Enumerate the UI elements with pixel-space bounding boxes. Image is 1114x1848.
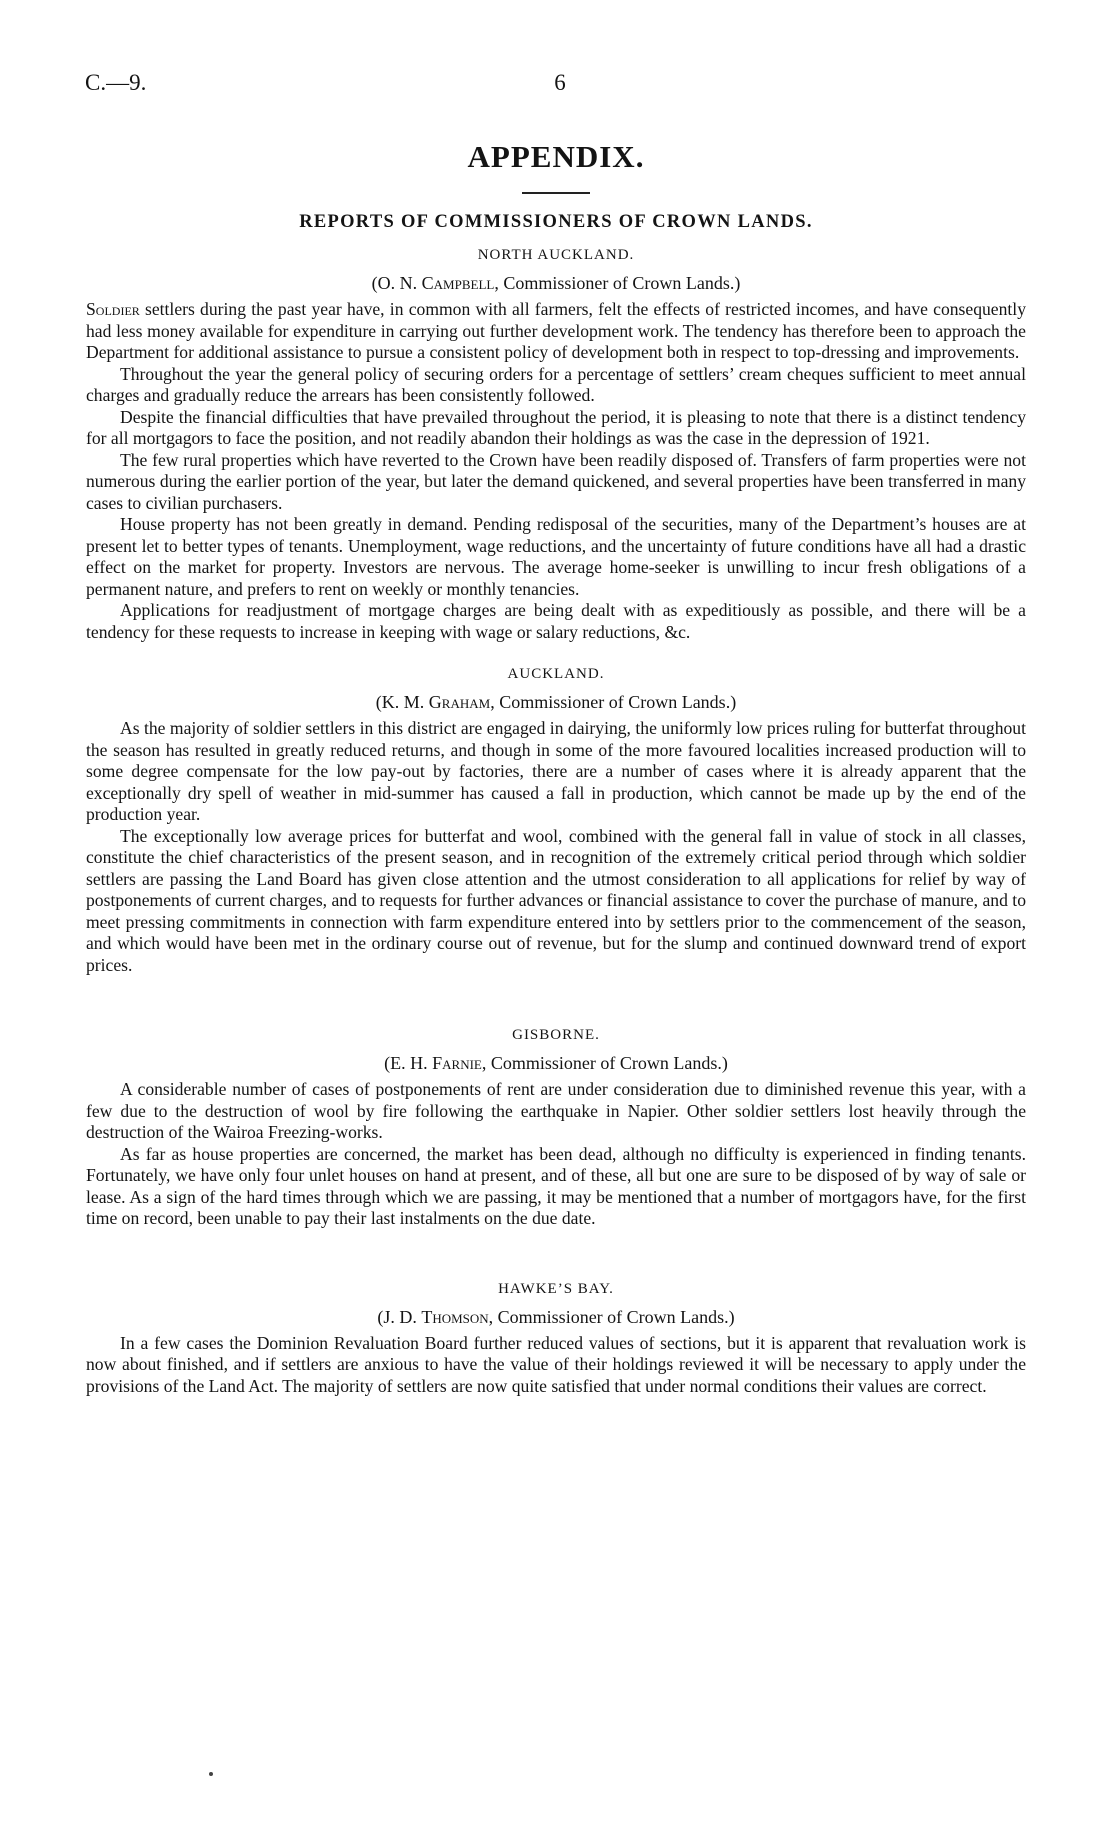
page-content bbox=[86, 136, 1026, 1397]
paragraph bbox=[86, 299, 1026, 364]
stray-mark bbox=[209, 1772, 213, 1776]
section-north-auckland bbox=[86, 244, 1026, 643]
paragraph: Throughout the year the general policy of securing orders for a percentage of settlers’ cream cheques sufficient to meet annual charges and gradually reduce the arrears has been consistently followed. bbox=[86, 363, 1026, 405]
section-heading: NORTH AUCKLAND. bbox=[477, 247, 635, 263]
commissioner-name: Thomson bbox=[421, 1306, 489, 1327]
section-hawkes-bay bbox=[86, 1278, 1026, 1398]
section-auckland bbox=[86, 663, 1026, 976]
document-code: C.—9. bbox=[85, 70, 147, 95]
paragraph: As the majority of soldier settlers in this district are engaged in dairying, the uniformly low prices ruling for butterfat throughout the season has resulted in greatly reduced returns, and though in some of the more favoured localities increased production will to some degree compensate for the low pay-out by factories, there are a number of cases where it is already apparent that the exceptionally dry spell of weather in mid-summer has caused a fall in production, which cannot be made up by the end of the production year. bbox=[86, 718, 1026, 824]
commissioner-name: Campbell bbox=[421, 273, 495, 293]
page-subtitle: REPORTS OF COMMISSIONERS OF CROWN LANDS. bbox=[299, 212, 813, 232]
page-number: 6 bbox=[554, 70, 566, 95]
paragraph: The few rural properties which have reverted to the Crown have been readily disposed of. Transfers of farm properties were not numerous during the earlier portion of the year, but later the demand quickened, and several properties have been transferred in many cases to civilian purchasers. bbox=[86, 449, 1026, 513]
section-heading: GISBORNE. bbox=[512, 1027, 600, 1043]
paragraph: House property has not been greatly in demand. Pending redisposal of the securities, many of the Department’s houses are at present let to better types of tenants. Unemployment, wage reductions, and the uncertainty of future conditions have all had a drastic effect on the market for property. Investors are nervous. The average home-seeker is unwilling to incur fresh obligations of a permanent nature, and prefers to rent on weekly or monthly tenancies. bbox=[86, 514, 1026, 599]
paragraph: Applications for readjustment of mortgage charges are being dealt with as expeditiously as possible, and there will be a tendency for these requests to increase in keeping with wage or salary reductions, &c. bbox=[86, 600, 1026, 642]
byline-prefix: (K. M. bbox=[375, 692, 429, 712]
paragraph: As far as house properties are concerned, the market has been dead, although no difficulty is experienced in finding tenants. Fortunately, we have only four unlet houses on hand at present, and of these, all but one are sure to be disposed of by way of sale or lease. As a sign of the hard times through which we are passing, it may be mentioned that a number of mortgagors have, for the first time on record, been unable to pay their last instalments on the due date. bbox=[86, 1143, 1026, 1228]
section-byline bbox=[86, 689, 1026, 715]
section-gap bbox=[86, 976, 1026, 1024]
byline-prefix: (O. N. bbox=[371, 273, 422, 293]
opening-word: Soldier bbox=[86, 299, 140, 319]
byline-suffix: , Commissioner of Crown Lands.) bbox=[481, 1053, 728, 1073]
section-byline bbox=[86, 1050, 1026, 1076]
section-heading: HAWKE’S BAY. bbox=[498, 1280, 614, 1297]
commissioner-name: Farnie bbox=[432, 1053, 482, 1073]
byline-prefix: (J. D. bbox=[377, 1306, 422, 1327]
byline-prefix: (E. H. bbox=[384, 1053, 433, 1073]
section-byline bbox=[86, 270, 1026, 296]
byline-suffix: , Commissioner of Crown Lands.) bbox=[488, 1306, 735, 1327]
section-gisborne bbox=[86, 1024, 1026, 1230]
paragraph: A considerable number of cases of postponements of rent are under consideration due to diminished revenue this year, with a few due to the destruction of wool by fire following the earthquake in Napier. Other soldier settlers lost heavily through the destruction of the Wairoa Freezing-works. bbox=[86, 1079, 1026, 1142]
section-gap bbox=[86, 643, 1026, 663]
title-rule bbox=[522, 192, 590, 194]
commissioner-name: Graham bbox=[428, 692, 491, 712]
section-byline bbox=[86, 1304, 1026, 1330]
paragraph: Despite the financial difficulties that have prevailed throughout the period, it is pleasing to note that there is a distinct tendency for all mortgagors to face the position, and not readily abandon their holdings as was the case in the depression of 1921. bbox=[86, 406, 1026, 448]
section-gap bbox=[86, 1230, 1026, 1278]
paragraph-text: settlers during the past year have, in common with all farmers, felt the effects of restricted incomes, and have consequently had less money available for expenditure in carrying out further development work. The tendency has therefore been to approach the Department for additional assistance to pursue a consistent policy of development both in respect to top-dressing and improvements. bbox=[86, 299, 1026, 362]
page-title: APPENDIX. bbox=[467, 139, 645, 174]
byline-suffix: , Commissioner of Crown Lands.) bbox=[490, 692, 737, 712]
section-heading: AUCKLAND. bbox=[507, 666, 605, 682]
byline-suffix: , Commissioner of Crown Lands.) bbox=[494, 273, 741, 293]
paragraph: In a few cases the Dominion Revaluation Board further reduced values of sections, but it is apparent that revaluation work is now about finished, and if settlers are anxious to have the value of their holdings reviewed it will be necessary to apply under the provisions of the Land Act. The majority of settlers are now quite satisfied that under normal conditions their values are correct. bbox=[86, 1332, 1026, 1396]
paragraph: The exceptionally low average prices for butterfat and wool, combined with the general fall in value of stock in all classes, constitute the chief characteristics of the present season, and in recognition of the extremely critical period through which soldier settlers are passing the Land Board has given close attention and the utmost consideration to all applications for relief by way of postponements of current charges, and to requests for further advances or financial assistance to cover the purchase of manure, and to meet pressing commitments in connection with farm expenditure entered into by settlers prior to the commencement of the season, and which would have been met in the ordinary course out of revenue, but for the slump and continued downward trend of export prices. bbox=[86, 825, 1026, 975]
